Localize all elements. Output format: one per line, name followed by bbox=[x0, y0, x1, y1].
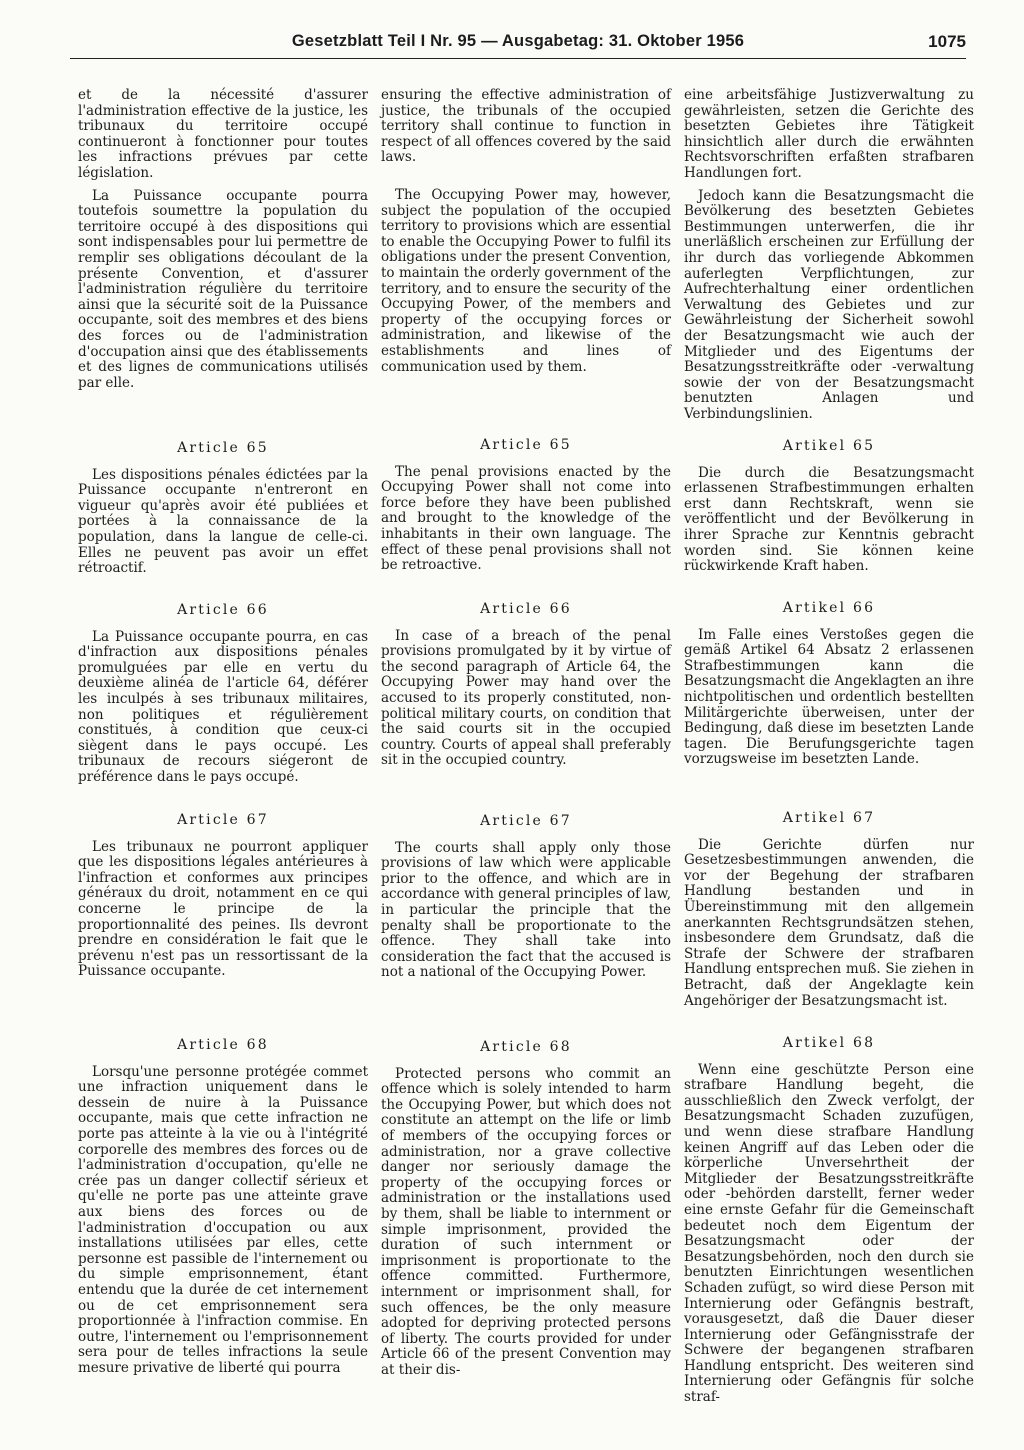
article-68-en bbox=[381, 1040, 671, 1378]
article-heading: Article 68 bbox=[177, 1037, 269, 1053]
article-65-fr bbox=[78, 441, 368, 577]
article-66-de bbox=[684, 601, 974, 768]
page-header bbox=[70, 28, 966, 59]
article-heading: Article 68 bbox=[480, 1039, 572, 1055]
article-text: La Puissance occupante pourra, en cas d'infraction aux dispositions pénales promulguées par elle en vertu du deuxième alinéa de l'article 64, déférer les inculpés à ses tribunaux militaires, non politiques et régulièrement constitués, à condition que ceux-ci siègent dans le pays occupé. Les tribunaux de recours siégeront de préférence dans le pays occupé. bbox=[78, 628, 368, 785]
article-text: Im Falle eines Verstoßes gegen die gemäß Artikel 64 Absatz 2 erlassenen Strafbestimmungen kann die Besatzungsmacht die Angeklagten an ihre nichtpolitischen und ordentlich bestellten Militärgerichte überweisen, unter der Bedingung, daß diese im besetzten Lande tagen. Die Berufungsgerichte tagen vorzugsweise im besetzten Lande. bbox=[684, 626, 974, 768]
article-heading: Article 66 bbox=[480, 601, 572, 617]
page-number: 1075 bbox=[928, 32, 966, 51]
article-68-fr bbox=[78, 1038, 368, 1376]
article-heading: Article 67 bbox=[177, 812, 269, 828]
article-heading: Article 65 bbox=[480, 437, 572, 453]
article-text: Lorsqu'une personne protégée commet une infraction uniquement dans le dessein de nuire à la Puissance occupante, mais que cette infraction ne porte pas atteinte à la vie ou à l'intégrité corporelle des membres des forces ou de l'administration d'occupation, qu'elle ne crée pas un danger collectif sérieux et qu'elle ne porte pas une atteinte grave aux biens des forces ou de l'administration d'occupation ou aux installations utilisées par elles, cette personne est passible de l'internement ou du simple emprisonnement, étant entendu que la durée de cet internement ou de cet emprisonnement sera proportionnée à l'infraction commise. En outre, l'internement ou l'emprisonnement sera pour de telles infractions la seule mesure privative de liberté qui pourra bbox=[78, 1063, 368, 1376]
column-german bbox=[684, 87, 974, 1406]
article-67-en bbox=[381, 814, 671, 981]
article-heading: Artikel 65 bbox=[782, 438, 876, 454]
intro-paragraph: eine arbeitsfähige Justizverwaltung zu gewährleisten, setzen die Gerichte des besetzten Gebietes ihre Tätigkeit hinsichtlich aller durch die erwähnten Rechtsvorschriften erfaßten strafbaren Handlungen fort. bbox=[684, 87, 974, 181]
intro-paragraph: ensuring the effective administration of justice, the tribunals of the occupied territory shall continue to function in respect of all offences covered by the said laws. bbox=[381, 87, 671, 166]
article-heading: Artikel 66 bbox=[782, 600, 876, 616]
article-text: The courts shall apply only those provisions of law which were applicable prior to the offence, and which are in accordance with general principles of law, in particular the principle that the penalty shall be proportionate to the offence. They shall take into consideration the fact that the accused is not a national of the Occupying Power. bbox=[381, 839, 671, 981]
article-heading: Artikel 67 bbox=[782, 810, 876, 826]
article-text: Die durch die Besatzungsmacht erlassenen Strafbestimmungen erhalten erst dann Rechtskraft, wenn sie veröffentlicht und der Bevölkerung in ihrer Sprache zur Kenntnis gebracht worden sind. Sie können keine rückwirkende Kraft haben. bbox=[684, 464, 974, 575]
article-heading: Artikel 68 bbox=[782, 1035, 876, 1051]
article-65-de bbox=[684, 439, 974, 575]
article-66-en bbox=[381, 602, 671, 769]
article-heading: Article 66 bbox=[177, 602, 269, 618]
article-text: In case of a breach of the penal provisions promulgated by it by virtue of the second paragraph of Article 64, the Occupying Power may hand over the accused to its properly constituted, non-political military courts, on condition that the said courts sit in the occupied country. Courts of appeal shall preferably sit in the occupied country. bbox=[381, 627, 671, 769]
article-67-de bbox=[684, 811, 974, 1009]
intro-paragraph: et de la nécessité d'assurer l'administration effective de la justice, les tribunaux du territoire occupé continueront à fonctionner pour toutes les infractions prévues par cette législation. bbox=[78, 87, 368, 181]
article-text: Protected persons who commit an offence which is solely intended to harm the Occupying Power, but which does not constitute an attempt on the life or limb of members of the occupying forces or administration, nor a grave collective danger nor seriously damage the property of the occupying forces or administration or the installations used by them, shall be liable to internment or simple imprisonment, provided the duration of such internment or imprisonment is proportionate to the offence committed. Furthermore, internment or imprisonment shall, for such offences, be the only measure adopted for depriving protected persons of liberty. The courts provided for under Article 66 of the present Convention may at their dis- bbox=[381, 1065, 671, 1378]
article-text: Wenn eine geschützte Person eine strafbare Handlung begeht, die ausschließlich den Zweck verfolgt, der Besatzungsmacht Schaden zuzufügen, und wenn diese strafbare Handlung keinen Angriff auf das Leben oder die körperliche Unversehrtheit der Mitglieder der Besatzungsstreitkräfte oder -behörden darstellt, ferner weder eine ernste Gefahr für die Gemeinschaft bedeutet noch dem Eigentum der Besatzungsmacht oder der Besatzungsbehörden, noch den durch sie benutzten Einrichtungen wesentlichen Schaden zufügt, so wird diese Person mit Internierung oder Gefängnis bestraft, vorausgesetzt, daß die Dauer dieser Internierung oder Gefängnisstrafe der Schwere der begangenen strafbaren Handlung entspricht. Des weiteren sind Internierung oder Gefängnis für solche straf- bbox=[684, 1061, 974, 1406]
article-heading: Article 65 bbox=[177, 440, 269, 456]
header-title: Gesetzblatt Teil I Nr. 95 — Ausgabetag: 31. Oktober 1956 bbox=[291, 32, 745, 50]
article-68-de bbox=[684, 1036, 974, 1406]
column-english bbox=[381, 87, 671, 1378]
column-french bbox=[78, 87, 368, 1376]
article-67-fr bbox=[78, 813, 368, 980]
intro-paragraph: La Puissance occupante pourra toutefois soumettre la population du territoire occupé à des dispositions qui sont indispensables pour lui permettre de remplir ses obligations découlant de la présente Convention, et d'assurer l'administration régulière du territoire ainsi que la sécurité soit de la Puissance occupante, soit des membres et des biens des forces ou de l'administration d'occupation ainsi que des établissements et des lignes de communications utilisés par elle. bbox=[78, 187, 368, 391]
article-heading: Article 67 bbox=[480, 813, 572, 829]
intro-paragraph: The Occupying Power may, however, subject the population of the occupied territory to provisions which are essential to enable the Occupying Power to fulfil its obligations under the present Convention, to maintain the orderly government of the territory, and to ensure the security of the Occupying Power, of the members and property of the occupying forces or administration, and likewise of the establishments and lines of communication used by them. bbox=[381, 186, 671, 375]
article-65-en bbox=[381, 438, 671, 574]
article-text: Les tribunaux ne pourront appliquer que les dispositions légales antérieures à l'infraction et conformes aux principes généraux du droit, notamment en ce qui concerne le principe de la proportionnalité des peines. Ils devront prendre en considération le fait que le prévenu n'est pas un ressortissant de la Puissance occupante. bbox=[78, 838, 368, 980]
article-text: Les dispositions pénales édictées par la Puissance occupante n'entreront en vigueur qu'après avoir été publiées et portées à la connaissance de la population, dans la langue de celle-ci. Elles ne peuvent pas avoir un effet rétroactif. bbox=[78, 466, 368, 577]
article-66-fr bbox=[78, 603, 368, 786]
intro-paragraph: Jedoch kann die Besatzungsmacht die Bevölkerung des besetzten Gebietes Bestimmungen unterwerfen, die ihr unerläßlich erscheinen zur Erfüllung der ihr durch das vorliegende Abkommen auferlegten Verpflichtungen, zur Aufrechterhaltung einer ordentlichen Verwaltung des Gebietes und zur Gewährleistung der Sicherheit sowohl der Besatzungsmacht wie auch der Mitglieder und des Eigentums der Besatzungsstreitkräfte oder -verwaltung sowie der von der Besatzungsmacht benutzten Anlagen und Verbindungslinien. bbox=[684, 187, 974, 422]
article-text: The penal provisions enacted by the Occupying Power shall not come into force before they have been published and brought to the knowledge of the inhabitants in their own language. The effect of these penal provisions shall not be retroactive. bbox=[381, 463, 671, 574]
article-text: Die Gerichte dürfen nur Gesetzesbestimmungen anwenden, die vor der Begehung der strafbaren Handlung bestanden und in Übereinstimmung mit den allgemein anerkannten Rechtsgrundsätzen stehen, insbesondere dem Grundsatz, daß die Strafe der Schwere der strafbaren Handlung entsprechen muß. Sie ziehen in Betracht, daß der Angeklagte kein Angehöriger der Besatzungsmacht ist. bbox=[684, 836, 974, 1009]
